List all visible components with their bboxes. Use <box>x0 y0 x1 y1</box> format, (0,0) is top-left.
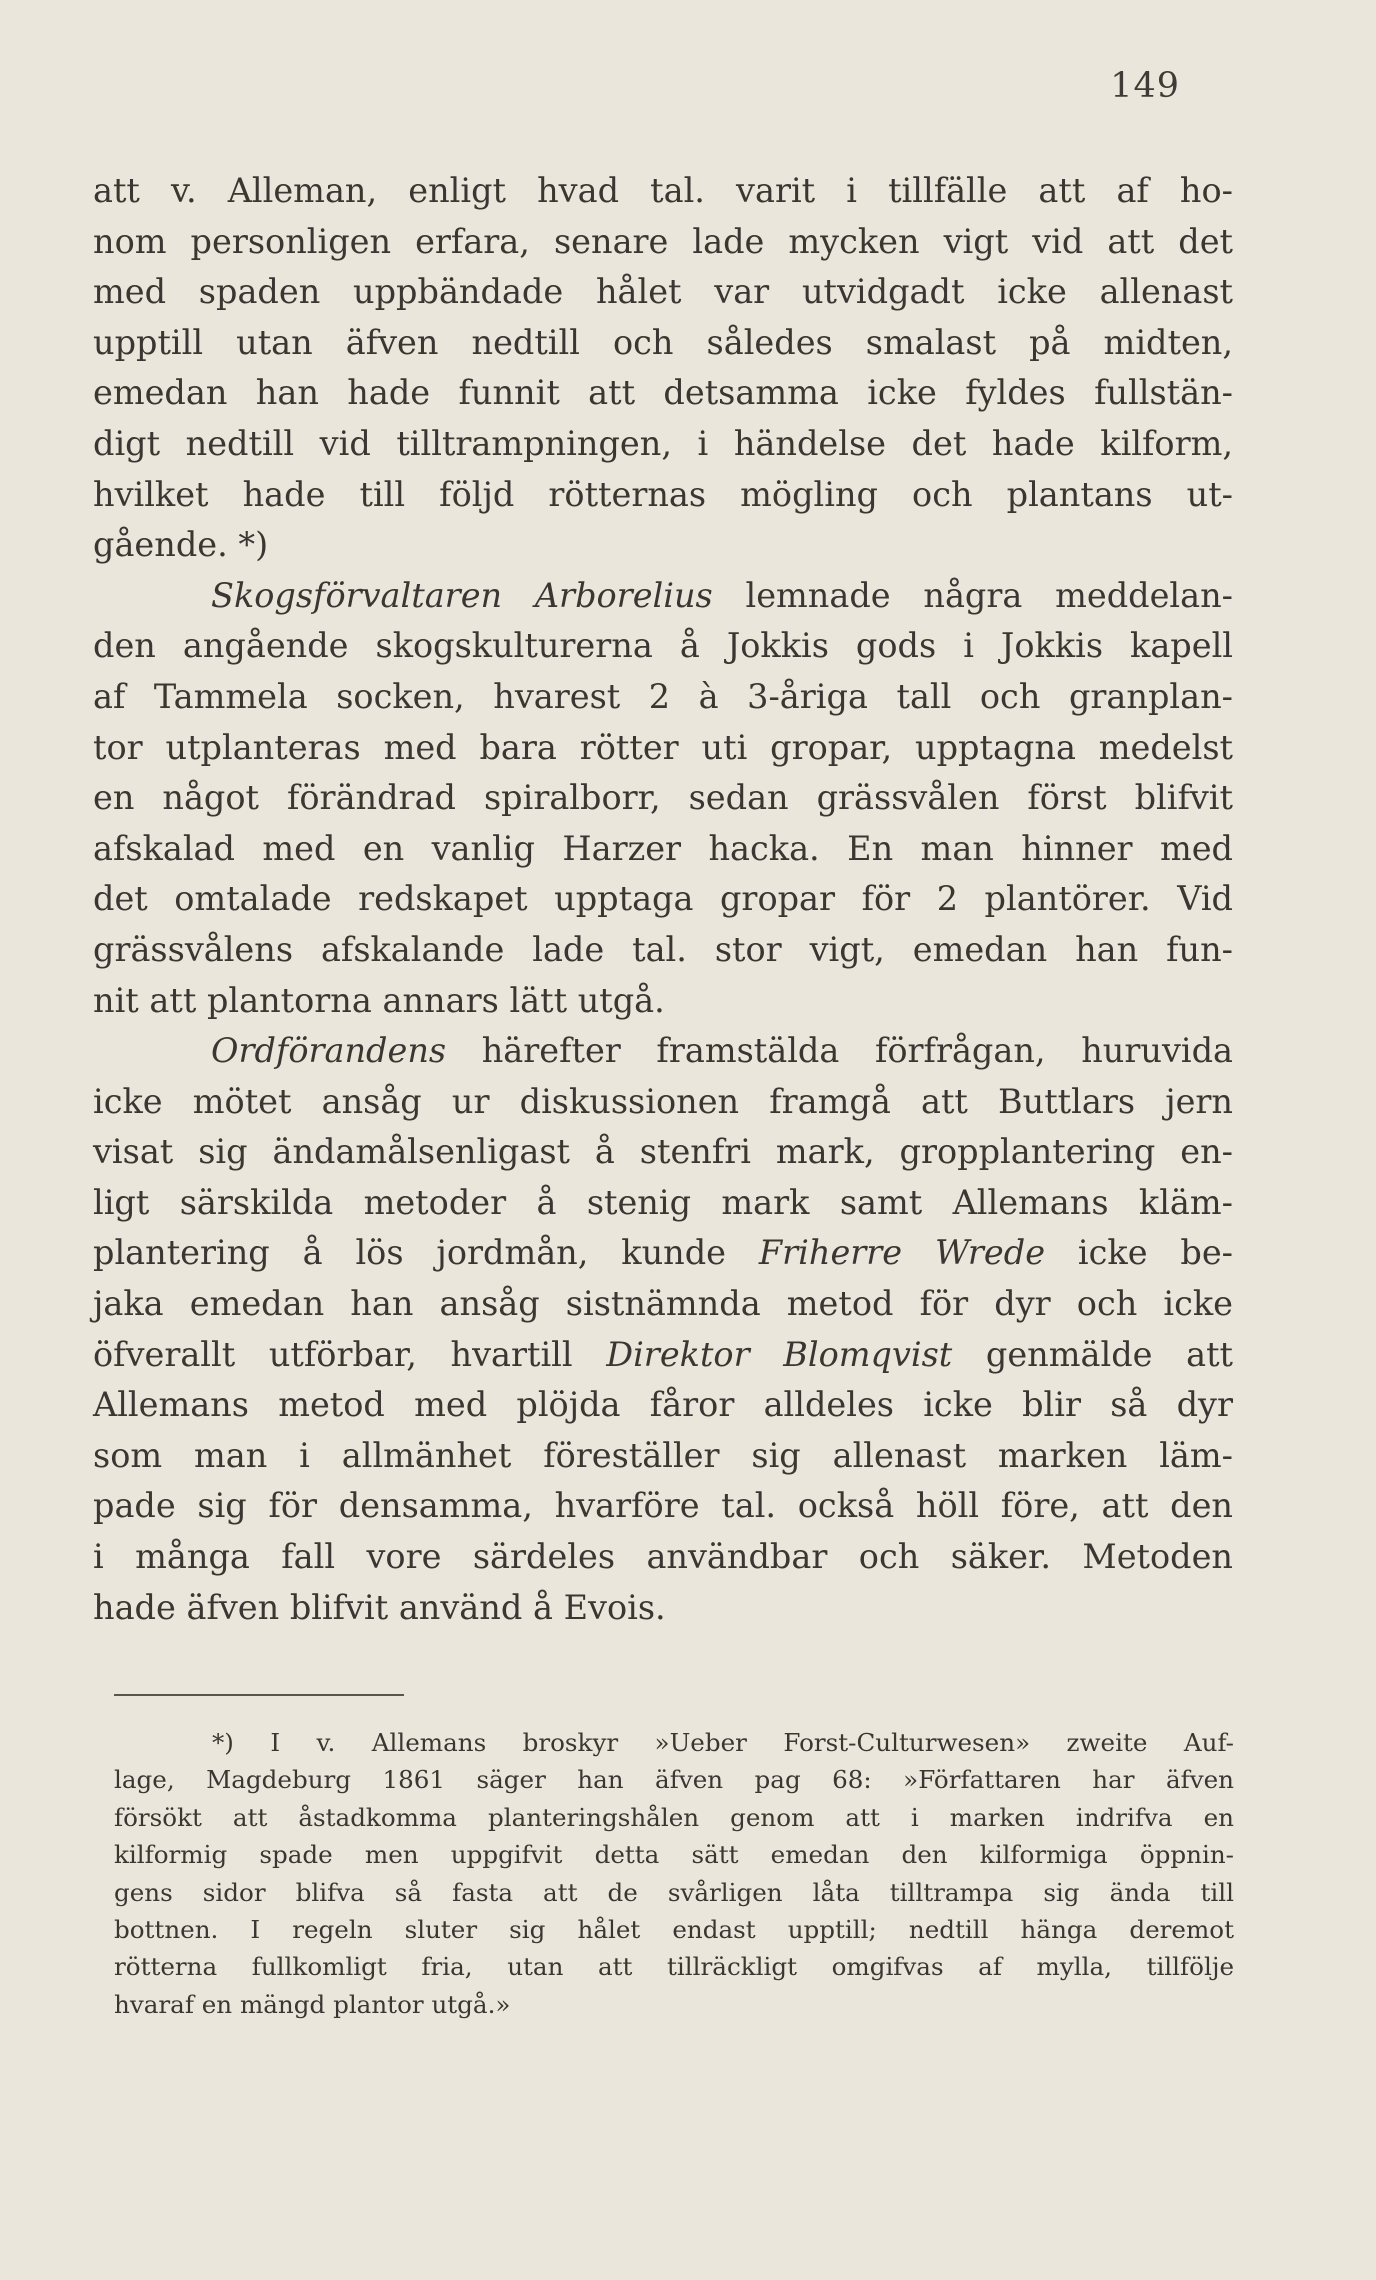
text-run: plantering å lös jordmån, kunde <box>93 1233 759 1273</box>
text-line <box>93 874 1233 925</box>
text-run: pade sig för densamma, hvarföre tal. också höll före, att den <box>93 1486 1233 1526</box>
text-run: härefter framstälda förfrågan, huruvida <box>446 1031 1233 1071</box>
text-run: hade äfven blifvit använd å Evois. <box>93 1587 666 1627</box>
text-run: ligt särskilda metoder å stenig mark samt Allemans kläm- <box>93 1182 1233 1222</box>
text-line <box>93 520 1233 571</box>
text-line <box>93 976 1233 1027</box>
text-line <box>93 1583 1233 1634</box>
text-run: Allemans metod med plöjda fåror alldeles icke blir så dyr <box>93 1385 1233 1425</box>
text-run: af Tammela socken, hvarest 2 à 3-åriga tall och granplan- <box>93 676 1233 716</box>
paragraph <box>93 1026 1233 1633</box>
footnote-line: lage, Magdeburg 1861 säger han äfven pag 68: »Författaren har äfven <box>114 1765 1234 1795</box>
italic-name: Friherre Wrede <box>758 1233 1046 1273</box>
footnote-line: kilformig spade men uppgifvit detta sätt emedan den kilformiga öppnin- <box>114 1840 1234 1870</box>
text-line <box>93 773 1233 824</box>
footnote-line: *) I v. Allemans broskyr »Ueber Forst-Culturwesen» zweite Auf- <box>212 1728 1234 1757</box>
body-text <box>93 166 1233 1633</box>
text-line <box>93 1532 1233 1583</box>
text-run: det omtalade redskapet upptaga gropar för 2 plantörer. Vid <box>93 879 1233 919</box>
text-run: nit att plantorna annars lätt utgå. <box>93 980 665 1020</box>
italic-name: Ordförandens <box>211 1031 447 1071</box>
text-run: upptill utan äfven nedtill och således smalast på midten, <box>93 322 1233 362</box>
text-run: icke mötet ansåg ur diskussionen framgå att Buttlars jern <box>93 1081 1233 1121</box>
footnote-divider <box>114 1694 404 1696</box>
text-run: nom personligen erfara, senare lade mycken vigt vid att det <box>93 221 1233 261</box>
page-number: 149 <box>1110 66 1180 106</box>
text-run: att v. Alleman, enligt hvad tal. varit i tillfälle att af ho- <box>93 171 1233 210</box>
text-run: tor utplanteras med bara rötter uti gropar, upptagna medelst <box>93 727 1233 767</box>
text-run: med spaden uppbändade hålet var utvidgadt icke allenast <box>93 272 1233 312</box>
text-line <box>93 925 1233 976</box>
text-line <box>93 166 1233 217</box>
text-run: emedan han hade funnit att detsamma icke fyldes fullstän- <box>93 373 1233 413</box>
text-run: visat sig ändamålsenligast å stenfri mark, gropplantering en- <box>93 1132 1233 1172</box>
text-run: digt nedtill vid tilltrampningen, i händelse det hade kilform, <box>93 423 1233 463</box>
text-line <box>93 1279 1233 1330</box>
text-line <box>93 217 1233 268</box>
text-line <box>93 470 1233 521</box>
text-run: hvilket hade till följd rötternas mögling och plantans ut- <box>93 474 1233 514</box>
footnote-line: bottnen. I regeln sluter sig hålet endast upptill; nedtill hänga deremot <box>114 1914 1234 1944</box>
footnote-line: hvaraf en mängd plantor utgå.» <box>114 1989 511 2019</box>
text-run: grässvålens afskalande lade tal. stor vigt, emedan han fun- <box>93 929 1233 969</box>
text-line <box>93 1380 1233 1431</box>
text-line <box>93 267 1233 318</box>
text-line <box>93 672 1233 723</box>
text-line <box>93 621 1233 672</box>
footnote <box>114 1724 1234 2023</box>
text-line <box>93 1431 1233 1482</box>
text-run: afskalad med en vanlig Harzer hacka. En man hinner med <box>93 828 1233 868</box>
text-line <box>93 1026 1233 1077</box>
text-line <box>93 368 1233 419</box>
text-run: som man i allmänhet föreställer sig allenast marken läm- <box>93 1435 1233 1475</box>
italic-name: Direktor Blomqvist <box>606 1334 953 1374</box>
text-line <box>93 1330 1233 1381</box>
text-run: den angående skogskulturerna å Jokkis gods i Jokkis kapell <box>93 626 1233 666</box>
footnote-line: gens sidor blifva så fasta att de svårligen låta tilltrampa sig ända till <box>114 1877 1234 1907</box>
text-run: lemnade några meddelan- <box>712 575 1233 615</box>
footnote-line: rötterna fullkomligt fria, utan att tillräckligt omgifvas af mylla, tillfölje <box>114 1952 1234 1982</box>
paragraph <box>93 166 1233 571</box>
text-line <box>93 571 1233 622</box>
text-run: gående. *) <box>93 525 269 565</box>
text-line <box>93 1178 1233 1229</box>
text-run: öfverallt utförbar, hvartill <box>93 1334 607 1374</box>
text-run: genmälde att <box>952 1334 1233 1374</box>
text-line <box>93 318 1233 369</box>
text-line <box>93 1481 1233 1532</box>
text-run: jaka emedan han ansåg sistnämnda metod för dyr och icke <box>93 1284 1233 1324</box>
text-line <box>93 1127 1233 1178</box>
text-line <box>93 1228 1233 1279</box>
footnote-line: försökt att åstadkomma planteringshålen genom att i marken indrifva en <box>114 1802 1234 1832</box>
text-run: icke be- <box>1045 1233 1233 1273</box>
text-line <box>93 1077 1233 1128</box>
paragraph <box>93 571 1233 1026</box>
text-run: i många fall vore särdeles användbar och säker. Metoden <box>93 1537 1233 1577</box>
text-line <box>93 419 1233 470</box>
italic-name: Skogsförvaltaren Arborelius <box>211 575 713 615</box>
text-run: en något förändrad spiralborr, sedan grässvålen först blifvit <box>93 778 1233 818</box>
text-line <box>93 723 1233 774</box>
text-line <box>93 824 1233 875</box>
